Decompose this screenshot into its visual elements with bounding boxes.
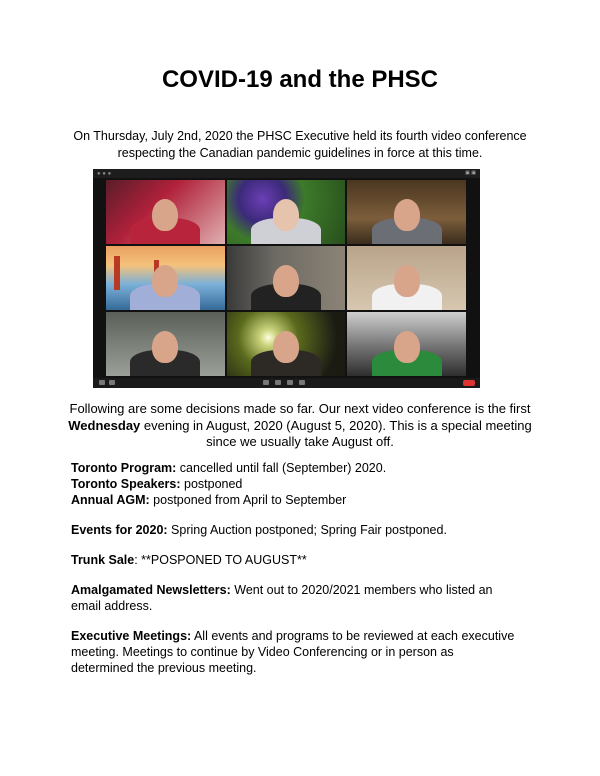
following-line-2-rest: evening in August, 2020 (August 5, 2020). This is a special meeting — [140, 417, 532, 433]
zoom-top-bar — [93, 169, 480, 178]
chat-icon — [275, 380, 281, 385]
following-line-2 — [60, 418, 540, 435]
participants-icon — [263, 380, 269, 385]
record-icon — [299, 380, 305, 385]
next-meeting-paragraph — [60, 401, 540, 451]
item-value: postponed from April to September — [149, 493, 347, 507]
item-label: Executive Meetings: — [71, 629, 192, 643]
window-controls-icon: ● ● ● — [97, 171, 112, 177]
participant-tile — [106, 180, 225, 244]
item-label: Toronto Speakers: — [71, 477, 181, 491]
video-icon — [109, 380, 115, 385]
share-screen-icon — [287, 380, 293, 385]
decisions-list — [71, 460, 541, 676]
item-label: Trunk Sale — [71, 553, 135, 567]
participant-tile — [347, 246, 466, 310]
following-line-1: Following are some decisions made so far. Our next video conference is the first — [69, 401, 531, 416]
item-label: Toronto Program: — [71, 461, 177, 475]
zoom-control-bar — [93, 378, 480, 388]
item-executive-meetings-cont-1: meeting. Meetings to continue by Video Conferencing or in person as — [71, 645, 454, 659]
item-annual-agm — [71, 492, 541, 508]
item-events — [71, 522, 541, 538]
end-call-icon — [463, 380, 475, 386]
item-toronto-speakers — [71, 476, 541, 492]
participant-tile — [106, 312, 225, 376]
participant-tile — [106, 246, 225, 310]
item-label: Amalgamated Newsletters: — [71, 583, 231, 597]
item-trunk-sale — [71, 552, 541, 568]
participant-grid — [106, 180, 466, 376]
item-executive-meetings — [71, 628, 541, 644]
item-label: Annual AGM: — [71, 493, 150, 507]
item-newsletters-cont: email address. — [71, 599, 153, 613]
item-value: postponed — [180, 477, 243, 491]
mute-icon — [99, 380, 105, 385]
item-value: Spring Auction postponed; Spring Fair postponed. — [167, 523, 447, 537]
participant-tile — [347, 180, 466, 244]
item-executive-meetings-cont-2: determined the previous meeting. — [71, 661, 257, 675]
item-newsletters — [71, 582, 541, 598]
bold-day: Wednesday — [68, 417, 141, 433]
item-value: : **POSPONED TO AUGUST** — [134, 553, 307, 567]
video-conference-screenshot — [93, 169, 480, 388]
intro-line-2: respecting the Canadian pandemic guidelines in force at this time. — [117, 146, 483, 160]
view-controls-icon: ▣ ▣ — [465, 170, 476, 176]
participant-tile — [347, 312, 466, 376]
item-label: Events for 2020: — [71, 523, 168, 537]
item-value: All events and programs to be reviewed at each executive — [191, 629, 515, 643]
intro-paragraph — [60, 128, 540, 162]
participant-tile — [227, 312, 346, 376]
participant-tile — [227, 246, 346, 310]
page-title: COVID-19 and the PHSC — [161, 66, 439, 93]
item-toronto-program — [71, 460, 541, 476]
item-value: cancelled until fall (September) 2020. — [176, 461, 387, 475]
item-value: Went out to 2020/2021 members who listed an — [230, 583, 493, 597]
participant-tile — [227, 180, 346, 244]
intro-line-1: On Thursday, July 2nd, 2020 the PHSC Executive held its fourth video conference — [73, 129, 527, 143]
following-line-3: since we usually take August off. — [206, 434, 394, 449]
